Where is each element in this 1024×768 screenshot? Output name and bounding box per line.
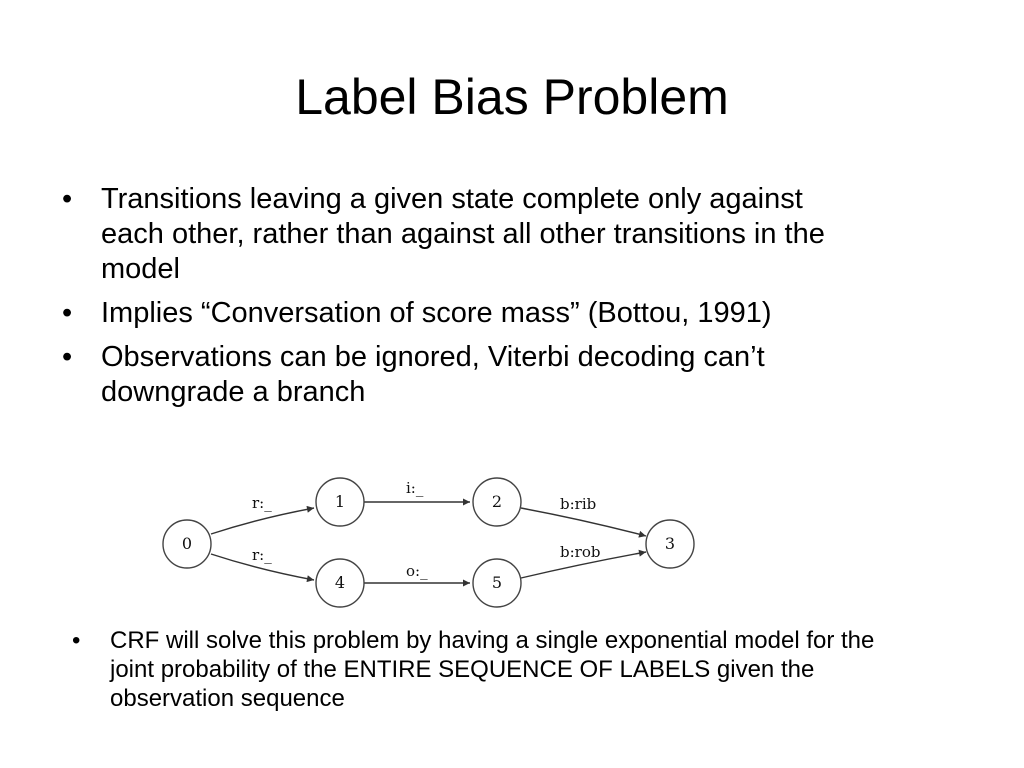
edge-label: b:rob xyxy=(560,543,601,561)
bullet-item xyxy=(58,296,848,331)
node-label: 2 xyxy=(491,492,503,511)
node-2 xyxy=(473,478,521,526)
node-1 xyxy=(316,478,364,526)
bullet-item xyxy=(58,182,848,287)
bullet-item xyxy=(58,340,848,410)
edge-label: i:_ xyxy=(406,479,424,497)
crf-bullet-list xyxy=(68,626,878,713)
bullet-text: Observations can be ignored, Viterbi decoding can’t downgrade a branch xyxy=(101,341,765,408)
node-label: 3 xyxy=(664,534,676,553)
bullet-text: CRF will solve this problem by having a single exponential model for the joint probability of the ENTIRE SEQUENCE OF LABELS given the observation sequence xyxy=(110,627,875,712)
bullet-item xyxy=(68,626,878,713)
bullet-text: Transitions leaving a given state complete only against each other, rather than against all other transitions in the model xyxy=(101,183,825,285)
bullet-text: Implies “Conversation of score mass” (Bottou, 1991) xyxy=(101,297,772,329)
bullet-marker: • xyxy=(62,297,73,329)
node-label: 5 xyxy=(491,573,503,592)
edge-label: r:_ xyxy=(252,494,272,512)
state-diagram xyxy=(150,468,710,618)
node-4 xyxy=(316,559,364,607)
node-5 xyxy=(473,559,521,607)
edge-label: r:_ xyxy=(252,546,272,564)
node-label: 0 xyxy=(181,534,193,553)
node-label: 1 xyxy=(334,492,346,511)
node-3 xyxy=(646,520,694,568)
bullet-marker: • xyxy=(72,627,81,654)
node-0 xyxy=(163,520,211,568)
slide-title: Label Bias Problem xyxy=(295,69,729,125)
edge-label: o:_ xyxy=(406,562,428,580)
bullet-marker: • xyxy=(62,341,73,373)
bullet-marker: • xyxy=(62,183,73,215)
bullet-list xyxy=(58,182,848,419)
edge-label: b:rib xyxy=(560,495,597,513)
node-label: 4 xyxy=(334,573,346,592)
